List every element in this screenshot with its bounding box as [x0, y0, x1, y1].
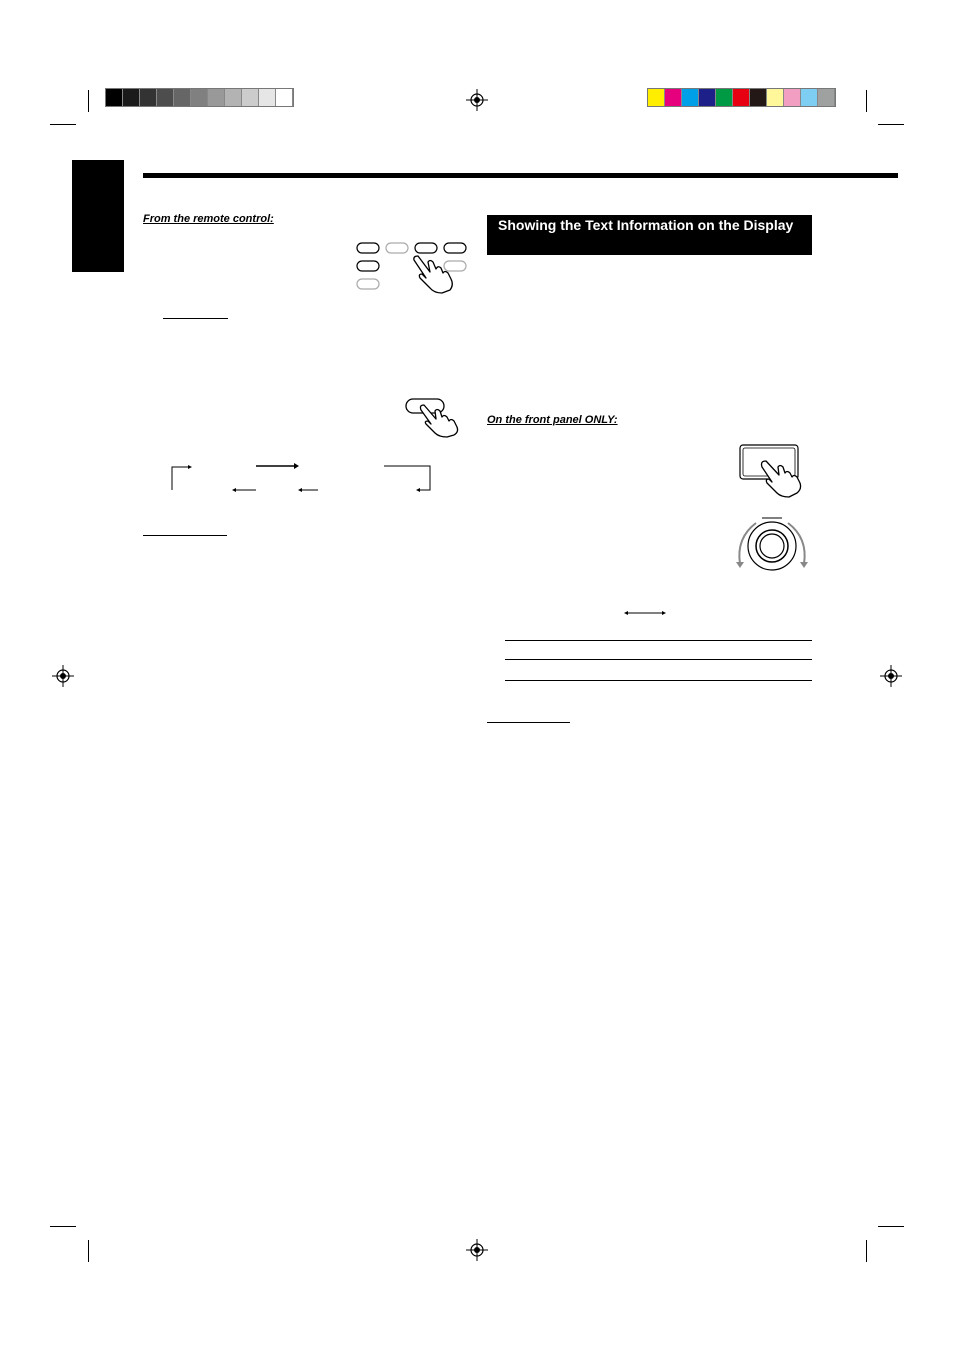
calibration-swatch: [801, 89, 818, 106]
calibration-swatch: [106, 89, 123, 106]
calibration-swatch: [716, 89, 733, 106]
calibration-swatch: [665, 89, 682, 106]
calibration-swatch: [225, 89, 242, 106]
toggle-arrow-icon: [624, 608, 666, 618]
note-rule: [163, 318, 228, 319]
calibration-swatch: [276, 89, 293, 106]
crop-mark: [50, 124, 76, 125]
calibration-swatch: [259, 89, 276, 106]
note-rule: [143, 535, 227, 536]
calibration-swatch: [140, 89, 157, 106]
calibration-swatch: [174, 89, 191, 106]
calibration-swatch: [682, 89, 699, 106]
registration-mark-icon: [466, 89, 488, 111]
section-title: Showing the Text Information on the Display: [487, 215, 812, 255]
front-panel-button-press-icon: [738, 443, 812, 499]
calibration-swatch: [767, 89, 784, 106]
front-panel-heading: On the front panel ONLY:: [487, 414, 618, 426]
remote-button-press-icon: [404, 395, 466, 437]
cycle-diagram: [168, 460, 438, 496]
calibration-swatch: [733, 89, 750, 106]
language-side-tab: [72, 160, 124, 272]
multi-jog-dial-icon: [730, 514, 814, 574]
calibration-swatch: [208, 89, 225, 106]
calibration-swatch: [784, 89, 801, 106]
header-rule: [143, 173, 898, 178]
table-rule: [505, 659, 812, 660]
crop-mark: [866, 90, 867, 112]
calibration-swatch: [123, 89, 140, 106]
grayscale-calibration-bar: [105, 88, 294, 107]
table-rule: [505, 680, 812, 681]
crop-mark: [50, 1226, 76, 1227]
table-rule: [505, 640, 812, 641]
note-rule: [487, 722, 570, 723]
crop-mark: [88, 1240, 89, 1262]
calibration-swatch: [818, 89, 835, 106]
crop-mark: [866, 1240, 867, 1262]
crop-mark: [878, 124, 904, 125]
calibration-swatch: [191, 89, 208, 106]
registration-mark-icon: [52, 665, 74, 687]
calibration-swatch: [699, 89, 716, 106]
calibration-swatch: [157, 89, 174, 106]
registration-mark-icon: [466, 1239, 488, 1261]
color-calibration-bar: [647, 88, 836, 107]
registration-mark-icon: [880, 665, 902, 687]
crop-mark: [88, 90, 89, 112]
calibration-swatch: [648, 89, 665, 106]
crop-mark: [878, 1226, 904, 1227]
calibration-swatch: [242, 89, 259, 106]
calibration-swatch: [750, 89, 767, 106]
pressing-hand-icon: [412, 252, 462, 294]
remote-control-heading: From the remote control:: [143, 213, 274, 225]
